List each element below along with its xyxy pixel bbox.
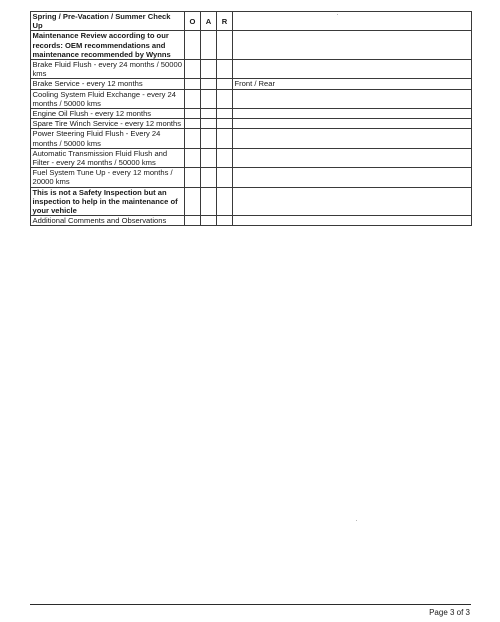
column-header-notes xyxy=(233,12,472,31)
mark-cell-a[interactable] xyxy=(201,89,217,108)
checklist-item-label: Maintenance Review according to our records: OEM recommendations and maintenance recommended by Wynns xyxy=(31,31,185,60)
table-row xyxy=(31,168,472,187)
mark-cell-r[interactable] xyxy=(217,187,233,216)
mark-cell-r[interactable] xyxy=(217,79,233,89)
mark-cell-r[interactable] xyxy=(217,109,233,119)
mark-cell-a[interactable] xyxy=(201,148,217,167)
mark-cell-r[interactable] xyxy=(217,89,233,108)
mark-cell-a[interactable] xyxy=(201,79,217,89)
mark-cell-o[interactable] xyxy=(185,216,201,226)
mark-cell-r[interactable] xyxy=(217,60,233,79)
mark-cell-o[interactable] xyxy=(185,148,201,167)
notes-cell[interactable] xyxy=(233,119,472,129)
checklist-item-label: This is not a Safety Inspection but an inspection to help in the maintenance of your vehicle xyxy=(31,187,185,216)
checkup-table xyxy=(30,11,472,226)
notes-cell[interactable] xyxy=(233,31,472,60)
checklist-item-label: Brake Service - every 12 months xyxy=(31,79,185,89)
mark-cell-r[interactable] xyxy=(217,168,233,187)
column-header-a: A xyxy=(201,12,217,31)
mark-cell-o[interactable] xyxy=(185,89,201,108)
section-title: Spring / Pre-Vacation / Summer Check Up xyxy=(31,12,185,31)
mark-cell-o[interactable] xyxy=(185,187,201,216)
mark-cell-r[interactable] xyxy=(217,216,233,226)
table-row xyxy=(31,148,472,167)
mark-cell-a[interactable] xyxy=(201,60,217,79)
checklist-item-label: Automatic Transmission Fluid Flush and Filter - every 24 months / 50000 kms xyxy=(31,148,185,167)
mark-cell-a[interactable] xyxy=(201,109,217,119)
checklist-item-label: Brake Fluid Flush - every 24 months / 50000 kms xyxy=(31,60,185,79)
mark-cell-o[interactable] xyxy=(185,79,201,89)
table-row xyxy=(31,216,472,226)
mark-cell-o[interactable] xyxy=(185,109,201,119)
checklist-item-label: Power Steering Fluid Flush - Every 24 months / 50000 kms xyxy=(31,129,185,148)
checklist-item-label: Engine Oil Flush - every 12 months xyxy=(31,109,185,119)
mark-cell-a[interactable] xyxy=(201,119,217,129)
column-header-o: O xyxy=(185,12,201,31)
notes-cell[interactable] xyxy=(233,109,472,119)
mark-cell-o[interactable] xyxy=(185,60,201,79)
table-row xyxy=(31,109,472,119)
mark-cell-o[interactable] xyxy=(185,31,201,60)
notes-cell[interactable] xyxy=(233,168,472,187)
mark-cell-a[interactable] xyxy=(201,168,217,187)
notes-cell[interactable] xyxy=(233,60,472,79)
mark-cell-a[interactable] xyxy=(201,216,217,226)
checklist-item-label: Fuel System Tune Up - every 12 months / 20000 kms xyxy=(31,168,185,187)
mark-cell-a[interactable] xyxy=(201,31,217,60)
checklist-item-label: Spare Tire Winch Service - every 12 months xyxy=(31,119,185,129)
notes-cell[interactable] xyxy=(233,129,472,148)
mark-cell-o[interactable] xyxy=(185,168,201,187)
scan-speck xyxy=(337,14,338,15)
mark-cell-a[interactable] xyxy=(201,129,217,148)
table-row xyxy=(31,119,472,129)
scan-speck xyxy=(356,520,357,521)
table-row xyxy=(31,31,472,60)
table-row xyxy=(31,187,472,216)
checklist-item-label: Additional Comments and Observations xyxy=(31,216,185,226)
notes-cell[interactable] xyxy=(233,89,472,108)
notes-cell[interactable]: Front / Rear xyxy=(233,79,472,89)
mark-cell-r[interactable] xyxy=(217,31,233,60)
checklist-body xyxy=(31,31,472,226)
table-row xyxy=(31,129,472,148)
mark-cell-r[interactable] xyxy=(217,148,233,167)
footer-rule xyxy=(30,604,471,605)
notes-cell[interactable] xyxy=(233,148,472,167)
notes-cell[interactable] xyxy=(233,187,472,216)
page-number: Page 3 of 3 xyxy=(429,608,470,617)
notes-cell[interactable] xyxy=(233,216,472,226)
table-row xyxy=(31,89,472,108)
mark-cell-a[interactable] xyxy=(201,187,217,216)
mark-cell-o[interactable] xyxy=(185,119,201,129)
mark-cell-r[interactable] xyxy=(217,129,233,148)
mark-cell-o[interactable] xyxy=(185,129,201,148)
column-header-r: R xyxy=(217,12,233,31)
checklist-item-label: Cooling System Fluid Exchange - every 24 months / 50000 kms xyxy=(31,89,185,108)
table-row xyxy=(31,60,472,79)
mark-cell-r[interactable] xyxy=(217,119,233,129)
table-header-row xyxy=(31,12,472,31)
table-row xyxy=(31,79,472,89)
